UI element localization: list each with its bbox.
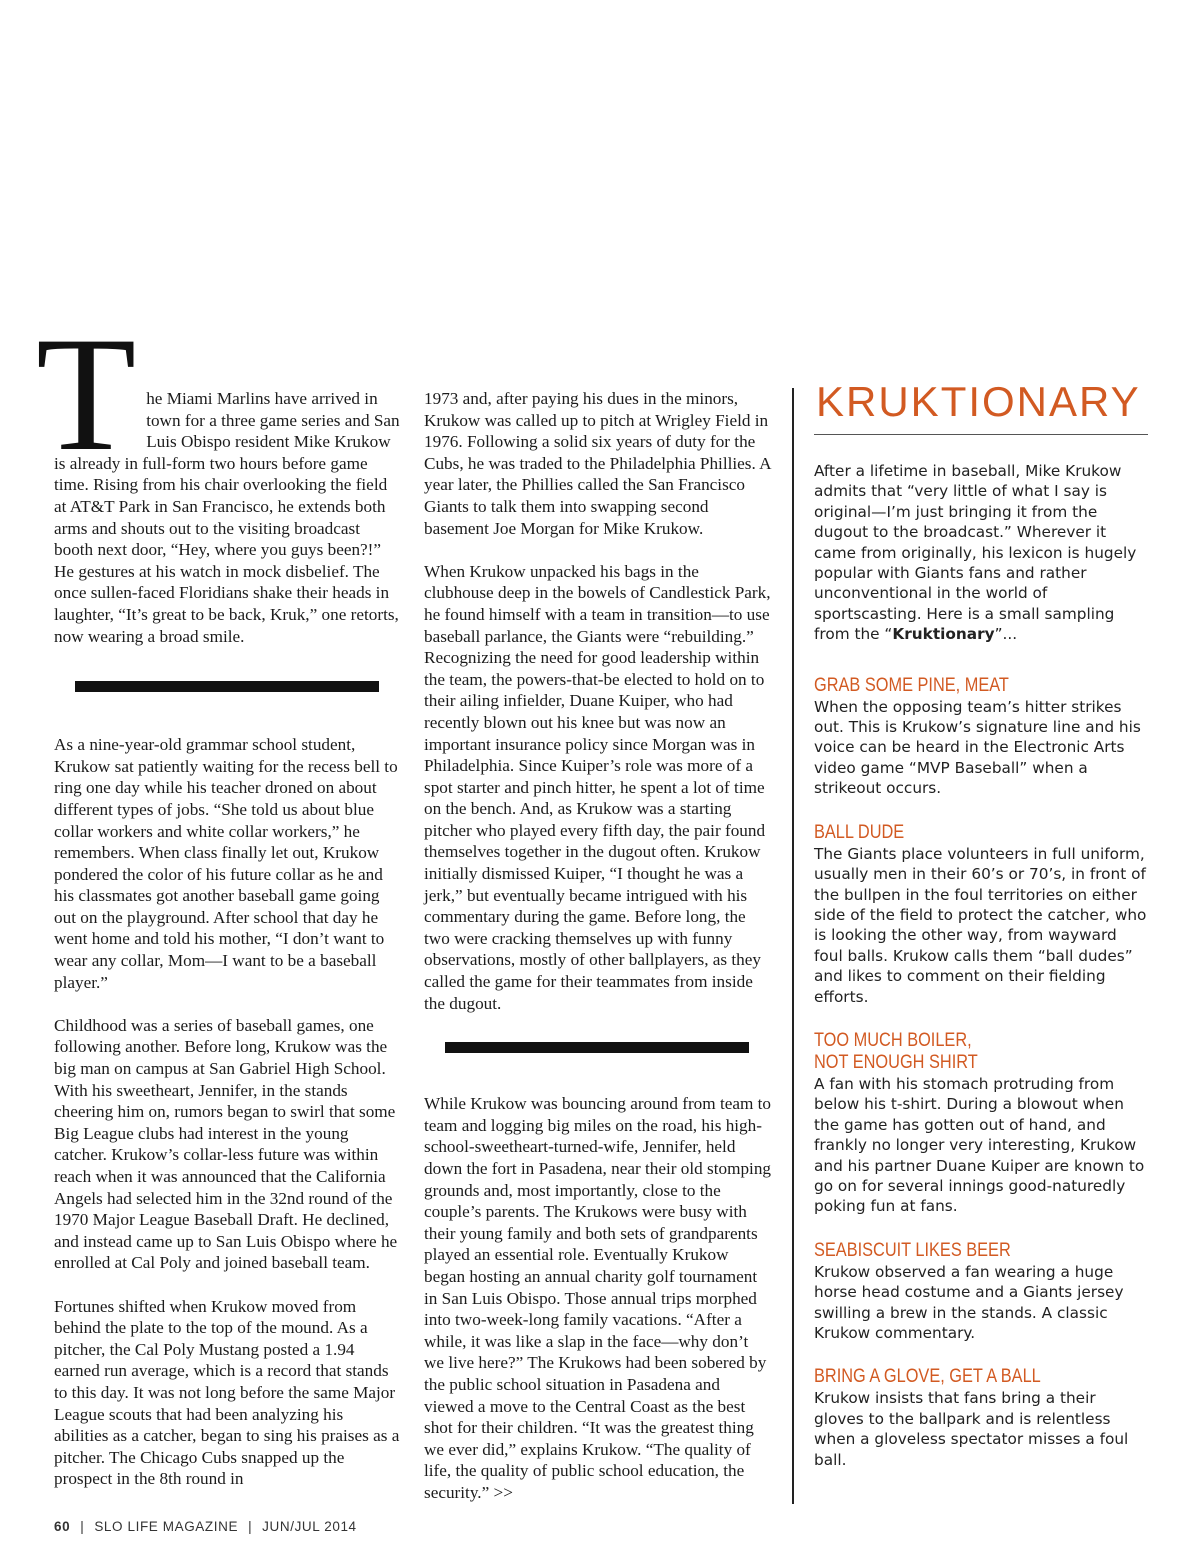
term-heading: GRAB SOME PINE, MEAT [814,674,1009,696]
drop-cap: T [36,304,137,485]
article-paragraph: Fortunes shifted when Krukow moved from behind the plate to the top of the mound. As a pitcher, the Cal Poly Mustang posted a 1.94 earned run average, which is a record that stands to this day. It was not long before the same Major League scouts that had been analyzing his abilities as a catcher, began to sing his praises as a pitcher. The Chicago Cubs snapped up the prospect in the 8th round in [54,1296,400,1489]
term-definition: A fan with his stomach protruding from below his t-shirt. During a blowout when the game has gotten out of hand, and frankly no longer very interesting, Krukow and his partner Duane Kuiper are known to go on for several innings good-naturedly poking fun at fans. [814,1074,1145,1216]
intro-text: After a lifetime in baseball, Mike Krukow admits that “very little of what I say is original—I’m just bringing it from the dugout to the broadcast.” Wherever it came from originally, his lexicon is hugely popular with Giants fans and rather unconventional in the world of sportscasting. Here is a small sampling from the “ [814,462,1137,644]
paragraph-text: he Miami Marlins have arrived in town for a three game series and San Luis Obispo resident Mike Krukow is already in full-form two hours before game time. Rising from his chair overlooking the field at AT&T Park in San Francisco, he extends both arms and shouts out to the visiting broadcast booth next door, “Hey, where you guys been?!” He gestures at his watch in mock disbelief. The once sullen-faced Floridians shake their heads in laughter, “It’s great to be back, Kruk,” one retorts, now wearing a broad smile. [54,389,400,646]
magazine-name: SLO LIFE MAGAZINE [94,1519,239,1534]
issue-date: JUN/JUL 2014 [262,1519,357,1534]
intro-bold-term: Kruktionary [892,625,995,644]
footer-separator: | [248,1519,253,1534]
article-paragraph: As a nine-year-old grammar school student, Krukow sat patiently waiting for the recess bell to ring one day while his teacher droned on about different types of jobs. “She told us about blue collar workers and white collar workers,” he remembers. When class finally let out, Krukow pondered the color of his future collar as he and his classmates got another baseball game going out on the playground. After school that day he went home and told his mother, “I don’t want to wear any collar, Mom—I want to be a baseball player.” [54,735,398,992]
glossary-entry [814,675,1148,799]
term-heading: TOO MUCH BOILER, [814,1029,972,1051]
page-footer [54,1519,357,1534]
term-heading-line-2: NOT ENOUGH SHIRT [814,1051,978,1073]
section-divider-bar [445,1042,749,1053]
glossary-entry [814,1030,1148,1217]
page-number: 60 [54,1519,71,1534]
sidebar-title: KRUKTIONARY [816,378,1141,425]
term-heading: SEABISCUIT LIKES BEER [814,1239,1011,1261]
term-definition: Krukow observed a fan wearing a huge horse head costume and a Giants jersey swilling a brew in the stands. A classic Krukow commentary. [814,1262,1124,1342]
glossary-entry [814,1366,1148,1470]
term-definition: The Giants place volunteers in full uniform, usually men in their 60’s or 70’s, in front of the bullpen in the foul territories on either side of the field to protect the catcher, who is looking the other way, from wayward foul balls. Krukow calls them “ball dudes” and likes to comment on their fielding efforts. [814,844,1147,1006]
article-paragraph: 1973 and, after paying his dues in the minors, Krukow was called up to pitch at Wrigley Field in 1976. Following a solid six years of duty for the Cubs, he was traded to the Philadelphia Phillies. A year later, the Phillies called the San Francisco Giants to talk them into swapping second basement Joe Morgan for Mike Krukow. [424,389,771,538]
term-heading: BALL DUDE [814,821,905,843]
intro-text-end: ”... [994,625,1018,644]
kruktionary-sidebar [814,378,1148,1493]
footer-separator: | [80,1519,85,1534]
glossary-entry [814,822,1148,1007]
term-definition: Krukow insists that fans bring a their gloves to the ballpark and is relentless when a gloveless spectator misses a foul ball. [814,1389,1129,1469]
article-column-1 [36,304,400,1512]
section-divider-bar [75,681,379,692]
term-heading: BRING A GLOVE, GET A BALL [814,1366,1041,1388]
sidebar-title-rule [814,434,1148,435]
article-paragraph: Childhood was a series of baseball games, one following another. Before long, Krukow was the big man on campus at San Gabriel High School. With his sweetheart, Jennifer, in the stands cheering him on, rumors began to swirl that some Big League clubs had interest in the young catcher. Krukow’s collar-less future was within reach when it was announced that the California Angels had selected him in the 32nd round of the 1970 Major League Baseball Draft. He declined, and instead came up to San Luis Obispo where he enrolled at Cal Poly and joined baseball team. [54,1015,398,1273]
article-paragraph [36,304,400,647]
sidebar-intro [814,461,1148,645]
article-paragraph: When Krukow unpacked his bags in the clubhouse deep in the bowels of Candlestick Park, he found himself with a team in transition—to use baseball parlance, the Giants were “rebuilding.” Recognizing the need for good leadership within the team, the powers-that-be elected to hold on to their ailing infielder, Duane Kuiper, who had recently blown out his knee but was now an important insurance policy since Morgan was in Philadelphia. Since Kuiper’s role was more of a spot starter and pinch hitter, he spent a lot of time on the bench. And, as Krukow was a starting pitcher who played every fifth day, the pair found themselves together in the dugout often. Krukow initially dismissed Kuiper, “I thought he was a jerk,” but eventually became intrigued with his commentary during the game. Before long, the two were cracking themselves up with funny observations, mostly of other ballplayers, as they called the game for their teammates from inside the dugout. [424,561,771,1013]
article-paragraph: While Krukow was bouncing around from team to team and logging big miles on the road, his high-school-sweetheart-turned-wife, Jennifer, held down the fort in Pasadena, near their old stomping grounds and, most importantly, close to the couple’s parents. The Krukows were busy with their young family and both sets of grandparents played an essential role. Eventually Krukow began hosting an annual charity golf tournament in San Luis Obispo. Those annual trips morphed into two-week-long family vacations. “After a while, it was like a slap in the face—why don’t we live here?” The Krukows had been sobered by the public school situation in Pasadena and viewed a move to the Central Coast as the best shot for their children. “It was the greatest thing we ever did,” explains Krukow. “The quality of life, the quality of public school education, the security.” >> [424,1094,772,1502]
sidebar-divider [792,388,794,1504]
glossary-entry [814,1240,1148,1344]
article-column-2 [424,388,772,1525]
term-definition: When the opposing team’s hitter strikes out. This is Krukow’s signature line and his voice can be heard in the Electronic Arts video game “MVP Baseball” when a strikeout occurs. [814,697,1141,798]
